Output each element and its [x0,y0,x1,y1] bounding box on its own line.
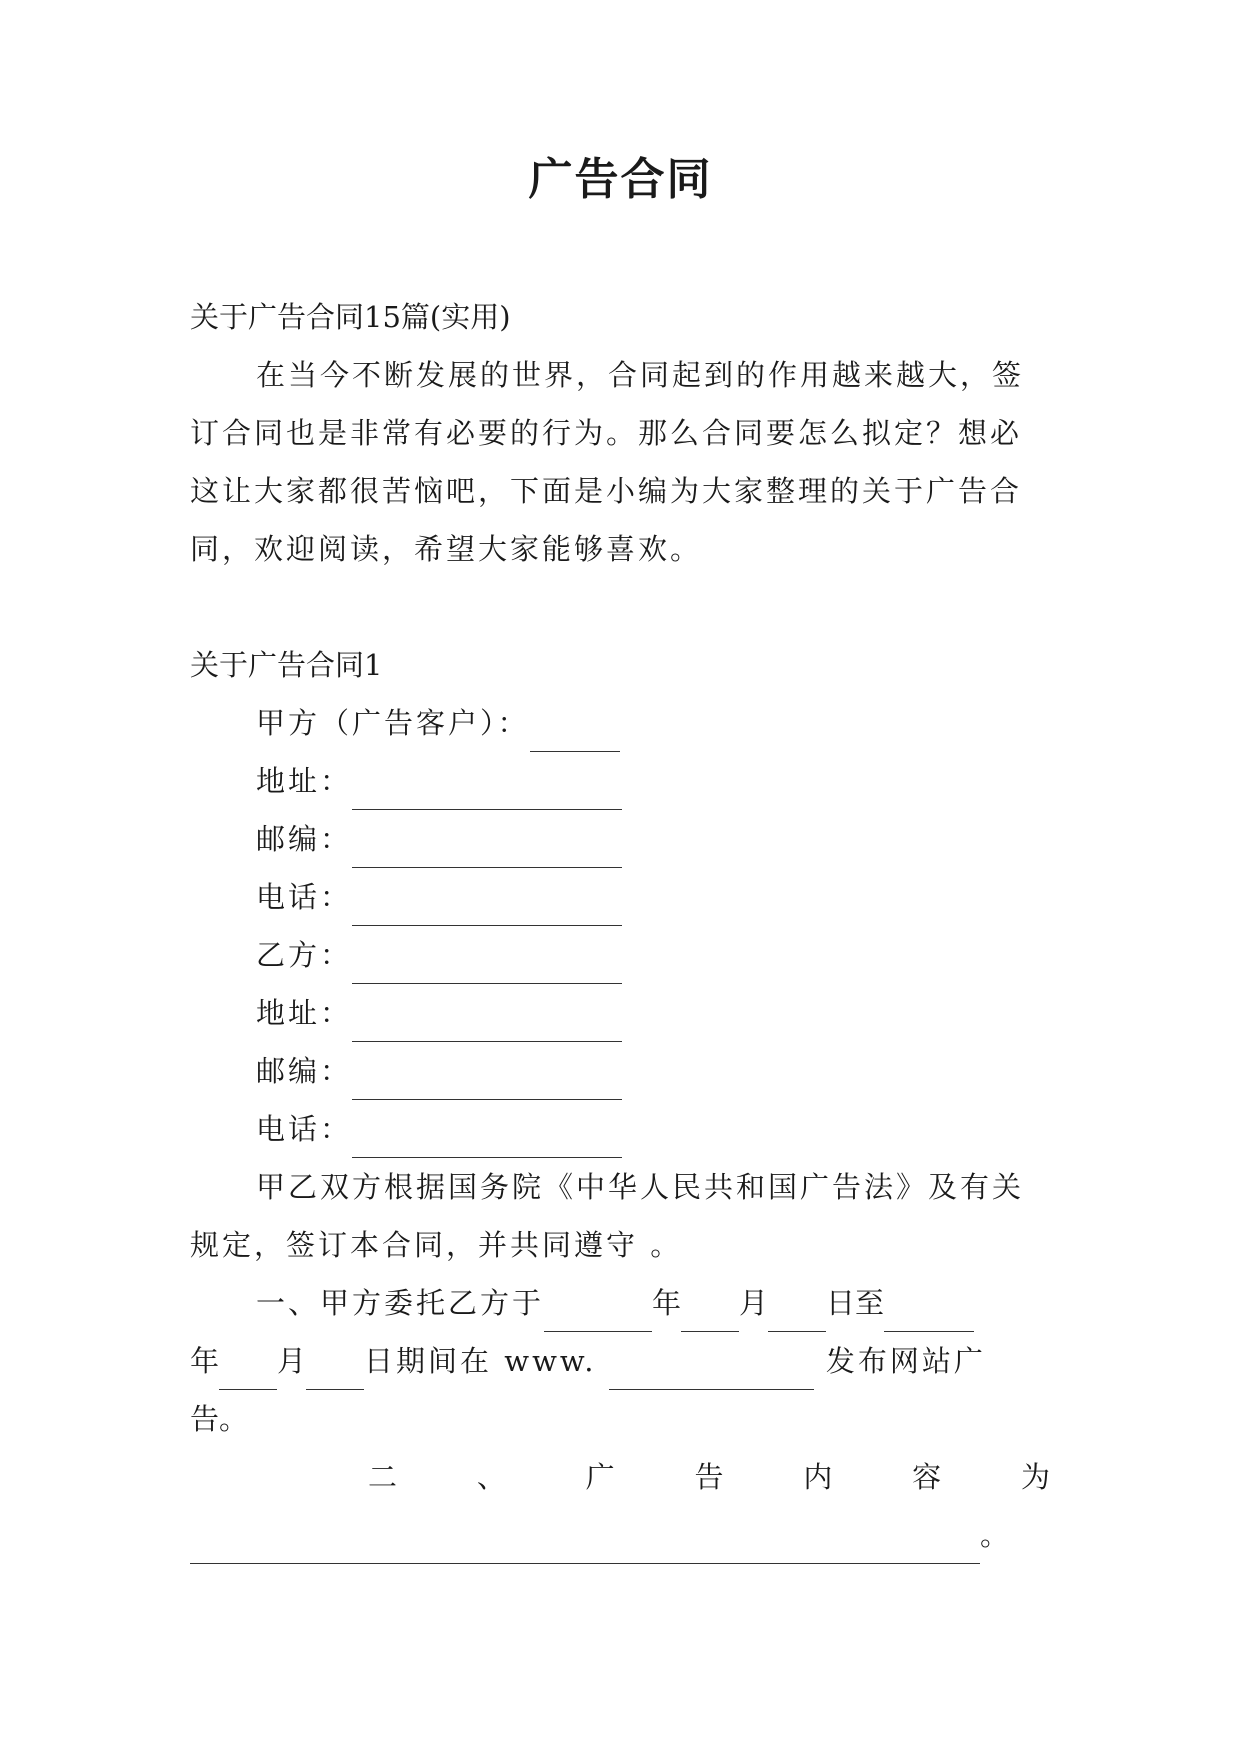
field-blank [352,831,622,868]
clause-2-row [190,1448,1050,1506]
field-blank [352,773,622,810]
clause-1-end: 告。 [190,1402,249,1436]
field-label: 地址： [256,996,353,1030]
field-row [190,1100,1050,1158]
clause-2-char: 、 [476,1460,506,1494]
date-blank [306,1353,364,1390]
spacer [190,578,1050,636]
clause-1-text: 日期间在 www. [364,1344,609,1378]
date-blank [884,1295,974,1332]
field-blank [352,1063,622,1100]
clause-1-text: 日至 [826,1286,885,1320]
agreement-line: 规定，签订本合同，并共同遵守 。 [190,1228,683,1262]
field-row [190,752,1050,810]
field-row [190,926,1050,984]
clause-1-text: 月 [739,1286,769,1320]
intro-line: 同，欢迎阅读，希望大家能够喜欢。 [190,532,703,566]
party-a-label: 甲方（广告客户）： [256,706,530,740]
field-label: 邮编： [256,822,353,856]
field-row [190,810,1050,868]
field-row [190,1042,1050,1100]
date-blank [544,1295,652,1332]
intro-line: 在当今不断发展的世界，合同起到的作用越来越大，签 [256,358,1025,392]
clause-1-row [190,1274,1050,1332]
document-title: 广告合同 [528,154,713,205]
clause-2-char: 告 [694,1460,724,1494]
clause-1-text: 发布网站广 [813,1344,986,1378]
clause-1-text: 年 [652,1286,682,1320]
field-label: 电话： [256,880,353,914]
field-label: 地址： [256,764,353,798]
date-blank [768,1295,826,1332]
field-blank [352,889,622,926]
clause-2-char: 二 [368,1460,398,1494]
agreement-line: 甲乙双方根据国务院《中华人民共和国广告法》及有关 [256,1170,1025,1204]
clause-2-char: 为 [1020,1460,1050,1494]
document-body [190,288,1050,1564]
field-label: 电话： [256,1112,353,1146]
date-blank [219,1353,277,1390]
field-row [190,868,1050,926]
party-a-row [190,694,1050,752]
field-label: 邮编： [256,1054,353,1088]
clause-2-char: 广 [585,1460,615,1494]
subtitle: 关于广告合同15篇(实用) [190,300,511,334]
field-blank [352,1005,622,1042]
website-blank [609,1353,814,1390]
clause-2-char: 内 [803,1460,833,1494]
field-label: 乙方： [256,938,353,972]
clause-1-text: 月 [277,1344,307,1378]
field-blank [352,1121,622,1158]
clause-1-row [190,1332,1050,1390]
intro-line: 这让大家都很苦恼吧，下面是小编为大家整理的关于广告合 [190,474,1023,508]
date-blank [681,1295,739,1332]
intro-line: 订合同也是非常有必要的行为。那么合同要怎么拟定？想必 [190,416,1023,450]
clause-2-char: 容 [912,1460,942,1494]
clause-2-content-row [190,1506,1050,1564]
content-blank [190,1527,980,1564]
clause-2-end: 。 [980,1518,1010,1552]
section-heading: 关于广告合同1 [190,648,383,682]
party-a-blank [530,715,620,752]
field-blank [352,947,622,984]
clause-1-text: 年 [190,1344,220,1378]
clause-1-text: 一、甲方委托乙方于 [256,1286,545,1320]
field-row [190,984,1050,1042]
